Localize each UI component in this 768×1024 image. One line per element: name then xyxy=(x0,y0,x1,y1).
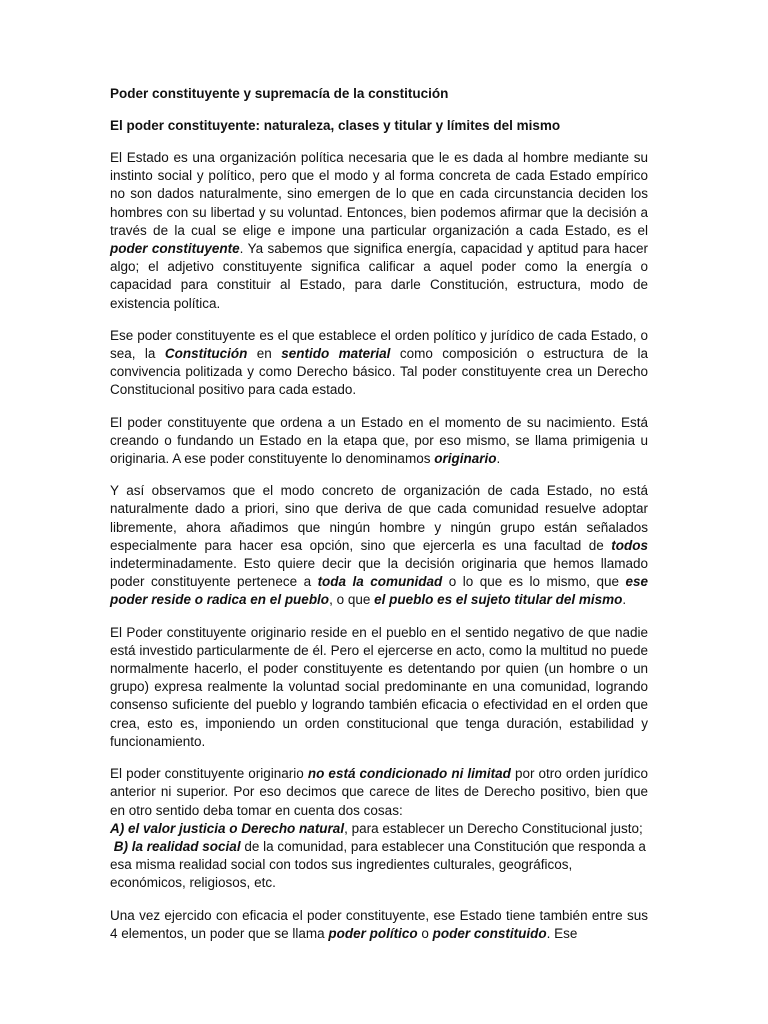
paragraph-7 xyxy=(110,907,648,943)
text-run: o lo que es lo mismo, que xyxy=(442,574,626,590)
text-run: El poder constituyente que ordena a un Estado en el momento de su nacimiento. Está creando o fundando un Estado en la etapa que, por eso mismo, se llama primigenia u originaria. A ese poder constituyente lo denominamos xyxy=(110,414,648,467)
emphasis-text: ese poder reside o radica en el pueblo xyxy=(110,574,648,608)
emphasis-text: Constitución xyxy=(164,346,248,362)
emphasis-text: toda la comunidad xyxy=(317,574,443,590)
list-item-b xyxy=(110,838,648,893)
paragraph-4 xyxy=(110,482,648,609)
text-run: por otro orden jurídico anterior ni superior. Por eso decimos que carece de lites de Derecho positivo, bien que en otro sentido deba tomar en cuenta dos cosas: xyxy=(110,766,648,818)
text-run: El Poder constituyente originario reside en el pueblo en el sentido negativo de que nadie está investido particularmente de él. Pero el ejercerse en acto, como la multitud no puede normalmente hacerlo, el poder constituyente es detentando por quien (un hombre o un grupo) expresa realmente la voluntad social predominante en una comunidad, logrando consenso suficiente del pueblo y logrando también eficacia o efectividad en el orden que crea, esto es, imponiendo un orden constitucional que tenga duración, estabilidad y funcionamiento. xyxy=(110,624,648,749)
text-run: Una vez ejercido con eficacia el poder constituyente, ese Estado tiene también entre sus 4 elementos, un poder que se llama xyxy=(110,907,648,941)
text-run: Ese poder constituyente es el que establece el orden político y jurídico de cada Estado, o sea, la xyxy=(110,327,648,362)
emphasis-text: poder constituyente xyxy=(110,241,240,257)
text-run: . Ese xyxy=(546,925,578,941)
text-run: como composición o estructura de la convivencia politizada y como Derecho básico. Tal poder constituyente crea un Derecho Constitucional positivo para cada estado. xyxy=(110,346,649,398)
emphasis-text: todos xyxy=(611,537,648,553)
list-item-a xyxy=(110,820,648,838)
document-title: Poder constituyente y supremacía de la constitución xyxy=(110,86,449,101)
text-run: indeterminadamente. Esto quiere decir que la decisión originaria que hemos llamado poder constituyente pertenece a xyxy=(110,556,648,590)
emphasis-text: poder constituido xyxy=(432,925,547,941)
emphasis-text: B) la realidad social xyxy=(113,838,241,854)
paragraph-2 xyxy=(110,327,648,400)
paragraph-6 xyxy=(110,765,648,892)
emphasis-text: originario xyxy=(434,451,497,467)
emphasis-text: sentido material xyxy=(281,346,391,362)
text-run: El poder constituyente originario xyxy=(110,766,308,782)
paragraph-3 xyxy=(110,414,648,469)
text-run: , o que xyxy=(329,592,375,608)
emphasis-text: A) el valor justicia o Derecho natural xyxy=(110,820,345,836)
text-run: . xyxy=(622,592,627,608)
emphasis-text: el pueblo es el sujeto titular del mismo xyxy=(374,592,623,608)
text-run: , para establecer un Derecho Constitucional justo; xyxy=(344,820,643,836)
text-run: Y así observamos que el modo concreto de organización de cada Estado, no está naturalmente dado a priori, sino que deriva de que cada comunidad resuelve adoptar libremente, ahora añadimos que ningún hombre y ningún grupo están señalados especialmente para hacer esa opción, sino que ejercerla es una facultad de xyxy=(110,483,648,553)
text-run: de la comunidad, para establecer una Constitución que responda a esa misma realidad social con todos sus ingredientes culturales, geográficos, económicos, religiosos, etc. xyxy=(110,838,646,891)
document-subtitle: El poder constituyente: naturaleza, clases y titular y límites del mismo xyxy=(110,118,561,133)
paragraph-1 xyxy=(110,149,648,313)
text-run: . Ya sabemos que significa energía, capacidad y aptitud para hacer algo; el adjetivo constituyente significa calificar a aquel poder como la energía o capacidad para constituir al Estado, para darle Constitución, estructura, modo de existencia política. xyxy=(110,241,648,311)
text-run: . xyxy=(496,451,501,467)
emphasis-text: no está condicionado ni limitad xyxy=(307,766,511,782)
text-run: o xyxy=(417,925,433,941)
text-run: en xyxy=(247,346,282,362)
text-run: El Estado es una organización política necesaria que le es dada al hombre mediante su instinto social y político, pero que el modo y al forma concreta de cada Estado empírico no son dados naturalmente, sino emergen de lo que en cada circunstancia deciden los hombres con su libertad y su voluntad. Entonces, bien podemos afirmar que la decisión a través de la cual se elige e impone una particular organización a cada Estado, es el xyxy=(110,150,648,238)
paragraph-5 xyxy=(110,624,648,751)
emphasis-text: poder político xyxy=(328,925,418,941)
